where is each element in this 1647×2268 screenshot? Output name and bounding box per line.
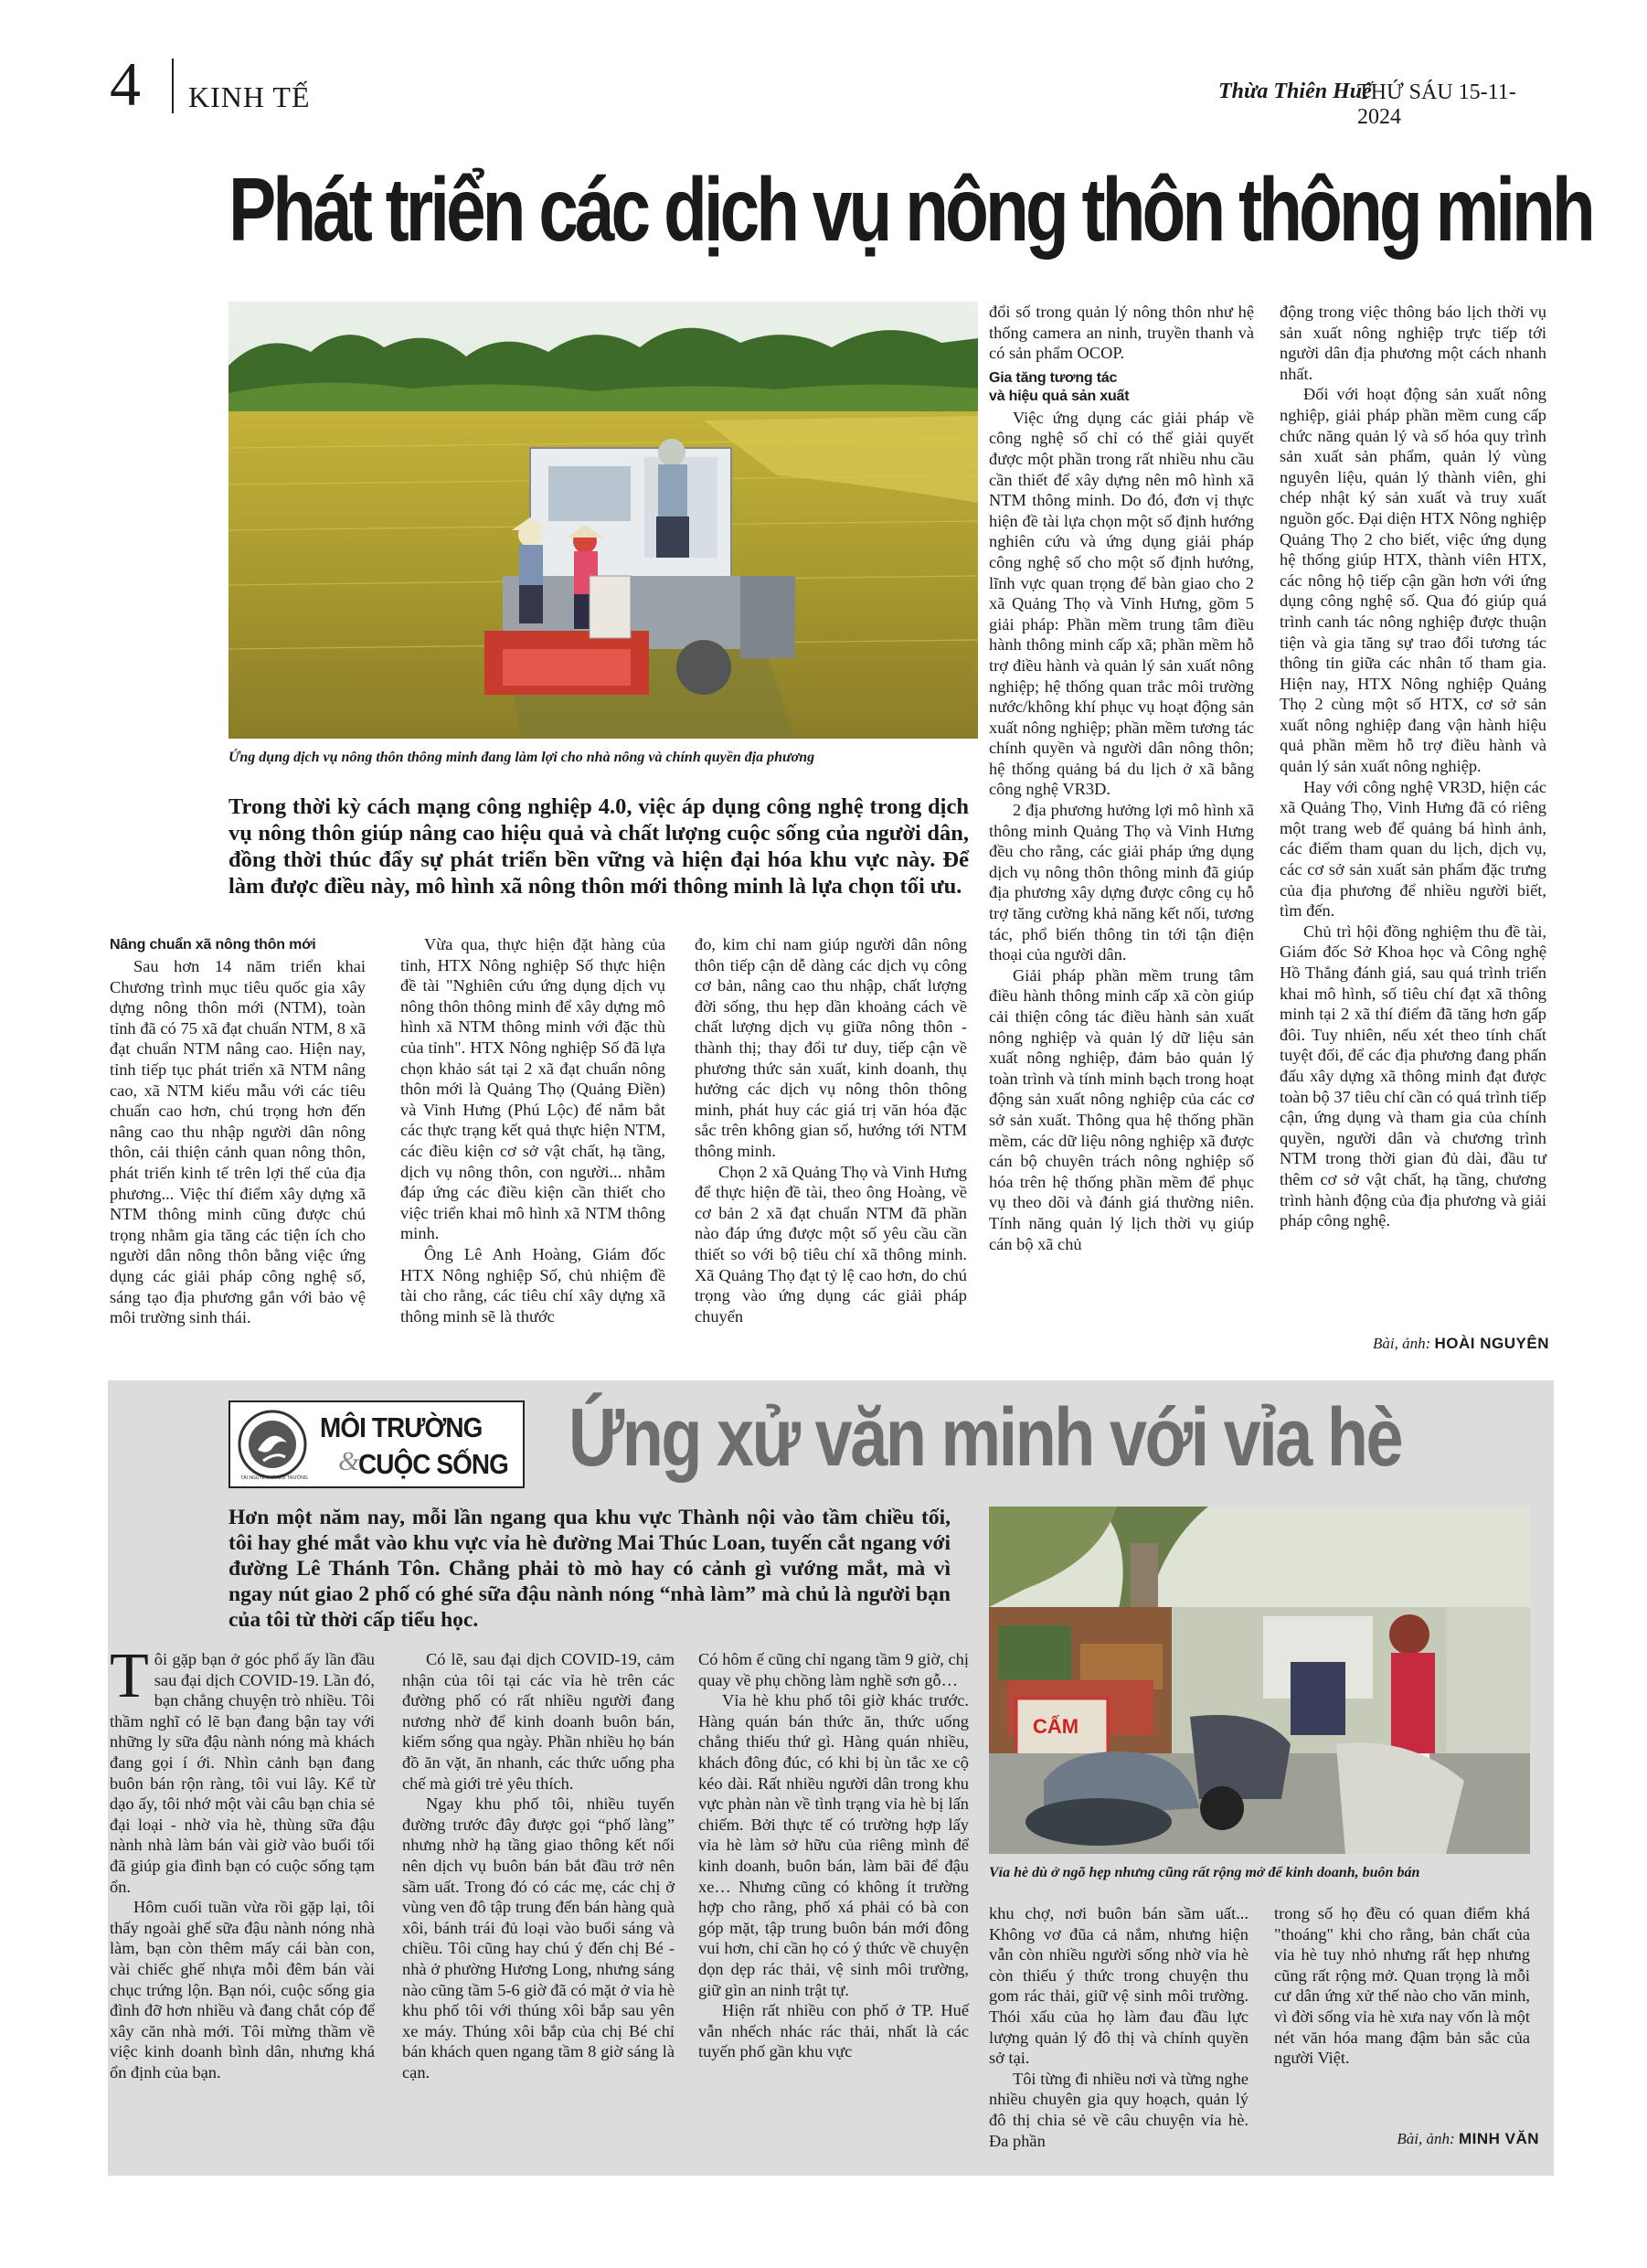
paragraph: Ông Lê Anh Hoàng, Giám đốc HTX Nông nghiệp Số, chủ nhiệm đề tài cho rằng, các tiêu chí xây dựng xã thông minh sẽ là thước: [400, 1244, 665, 1326]
paragraph: Hay với công nghệ VR3D, hiện các xã Quảng Thọ, Vinh Hưng đã có riêng một trang web để quảng bá hình ảnh, các điểm tham quan du lịch, dịch vụ, các cơ sở sản xuất sản phẩm đặc trưng của địa phương để nhiều người biết, tìm đến.: [1280, 777, 1546, 921]
sign-text: CẤM: [1033, 1715, 1079, 1738]
column-logo-line2: CUỘC SỐNG: [358, 1448, 508, 1480]
paragraph: Chọn 2 xã Quảng Thọ và Vinh Hưng để thực hiện đề tài, theo ông Hoàng, về cơ bản 2 xã đạt chuẩn NTM đã phần nào đáp ứng được một số yêu cầu cần thiết so với bộ tiêu chí xã thông minh. Xã Quảng Thọ đạt tỷ lệ cao hơn, do chú trọng vào ứng dụng các giải pháp chuyển: [695, 1162, 967, 1326]
byline-label: Bài, ảnh:: [1373, 1335, 1431, 1352]
section-name: KINH TẾ: [188, 80, 311, 113]
paragraph: đo, kim chỉ nam giúp người dân nông thôn tiếp cận dễ dàng các dịch vụ công cơ bản, nâng cao thu nhập, chất lượng đời sống, thu hẹp dần khoảng cách về chất lượng dịch vụ giữa nông thôn - thành thị; thay đổi tư duy, tiếp cận về phương thức sản xuất, kinh doanh, thụ hưởng các dịch vụ nông thôn thông minh, phát huy các giá trị văn hóa đặc sắc trên không gian số, hướng tới NTM thông minh.: [695, 935, 967, 1160]
paragraph: Tôi từng đi nhiều nơi và từng nghe nhiều chuyên gia quy hoạch, quản lý đô thị chia sẻ về câu chuyện vỉa hè. Đa phần: [989, 2069, 1249, 2150]
article2-byline: [1274, 2130, 1539, 2148]
paragraph-text: ôi gặp bạn ở góc phố ấy lần đầu sau đại dịch COVID-19. Lần đó, bạn chẳng chuyện trò nhiều. Tôi thầm nghĩ có lẽ bạn đang bận tay với những ly sữa đậu nành nóng mà khách đang gọi í ới. Nhìn cảnh bạn đang buôn bán rộn ràng, tôi vui lây. Kể từ dạo ấy, tôi nhớ một vài câu bạn chia sẻ đại loại - nhờ vỉa hè, thùng sữa đậu nành nhà làm bán vài giờ vào buổi tối đã giúp gia đình bạn có cuộc sống tạm ổn.: [110, 1650, 375, 1896]
byline-author: HOÀI NGUYÊN: [1434, 1335, 1549, 1352]
article2-headline: Ứng xử văn minh với vỉa hè: [568, 1392, 1402, 1484]
subhead-line: và hiệu quả sản xuất: [989, 388, 1130, 404]
byline-label: Bài, ảnh:: [1397, 2130, 1455, 2147]
article2-lead: Hơn một năm nay, mỗi lần ngang qua khu vực Thành nội vào tầm chiều tối, tôi hay ghé mắt vào khu vực vỉa hè đường Mai Thúc Loan, tuyến cắt ngang với đường Lê Thánh Tôn. Chẳng phải tò mò hay có cảnh gì vướng mắt, mà vì ngay nút giao 2 phố có ghé sữa đậu nành nóng “nhà làm” mà chủ là người bạn của tôi từ thời cấp tiểu học.: [228, 1506, 951, 1632]
paragraph: Vừa qua, thực hiện đặt hàng của tỉnh, HTX Nông nghiệp Số thực hiện đề tài "Nghiên cứu ứng dụng dịch vụ nông thôn thông minh để xây dựng mô hình xã NTM thông minh với đặc thù của tỉnh". HTX Nông nghiệp Số đã lựa chọn khảo sát tại 2 xã đạt chuẩn nông thôn mới là Quảng Thọ (Quảng Điền) và Vinh Hưng (Phú Lộc) để nắm bắt các thực trạng kết quả thực hiện NTM, các điều kiện cơ sở vật chất, hạ tầng, dịch vụ nông thôn, con người... nhằm đáp ứng các điều kiện cần thiết cho việc triển khai mô hình xã NTM thông minh.: [400, 935, 665, 1243]
paragraph: khu chợ, nơi buôn bán sầm uất... Không vơ đũa cả nắm, nhưng hiện vẫn còn nhiều người sống nhờ vỉa hè còn thiếu ý thức trong chuyện thu gom rác thải, giữ vệ sinh môi trường. Thói xấu của họ làm đau đầu lực lượng quản lý đô thị và chính quyền sở tại.: [989, 1904, 1249, 2068]
article2-column-2: [402, 1649, 675, 2082]
page-number: 4: [110, 49, 141, 119]
paragraph: Sau hơn 14 năm triển khai Chương trình mục tiêu quốc gia xây dựng nông thôn mới (NTM), toàn tỉnh đã có 75 xã đạt chuẩn NTM, 8 xã đạt chuẩn NTM nâng cao. Hiện nay, tỉnh tiếp tục phát triển xã NTM nâng cao, xã NTM kiểu mẫu với các tiêu chuẩn cao hơn, chú trọng hơn đến nâng cao thu nhập người dân nông thôn, cải thiện cảnh quan nông thôn, phát triển kinh tế trên lợi thế của địa phương... Việc thí điểm xây dựng xã NTM thông minh cũng được chú trọng nhằm gia tăng các tiện ích cho người dân nông thôn bằng việc ứng dụng các giải pháp công nghệ số, sáng tạo địa phương gắn với bảo vệ môi trường sinh thái.: [110, 957, 366, 1327]
column-logo-ring-text: TÀI NGUYÊN VÀ MÔI TRƯỜNG: [240, 1475, 308, 1481]
paragraph-first: [110, 1641, 375, 1897]
column-logo-line1: MÔI TRƯỜNG: [320, 1411, 483, 1443]
paragraph: 2 địa phương hưởng lợi mô hình xã thông minh Quảng Thọ và Vinh Hưng đều cho rằng, các giải pháp ứng dụng dịch vụ nông thôn thông minh đã giúp địa phương xây dựng được công cụ hỗ trợ tăng cường khả năng kết nối, tương tác, phổ biến thông tin tới tận điện thoại của người dân.: [989, 801, 1254, 964]
drop-cap: T: [110, 1641, 149, 1711]
paragraph: đổi số trong quản lý nông thôn như hệ thống camera an ninh, truyền thanh và có sản phẩm OCOP.: [989, 303, 1254, 363]
article1-column-3: [695, 934, 967, 1326]
article1-column-2: [400, 934, 665, 1326]
paragraph: Ngay khu phố tôi, nhiều tuyến đường trước đây được gọi “phố làng” nhưng nhờ hạ tầng giao thông kết nối nên dịch vụ buôn bán bắt đầu trở nên sầm uất. Trong đó có các mẹ, các chị ở vùng ven đô tập trung đến bán hàng quà xôi, bánh trái đủ loại vào buổi sáng và chiều. Tôi cũng hay chú ý đến chị Bé - nhà ở phường Hương Long, nhưng sáng nào cũng tầm 5-6 giờ đã có mặt ở vỉa hè khu phố tôi với thúng xôi bắp sau yên xe máy. Thúng xôi bắp của chị Bé chỉ bán khách quen ngang tầm 8 giờ sáng là cạn.: [402, 1794, 675, 2082]
article1-photo: [228, 302, 978, 739]
paragraph: Vỉa hè khu phố tôi giờ khác trước. Hàng quán bán thức ăn, thức uống chẳng thiếu thứ gì. Hàng quán nhiều, khách đông đúc, có khi bị ùn tắc xe cộ kéo dài. Rất nhiều người dân trong khu vực phàn nàn về tình trạng vỉa hè bị lấn chiếm. Bởi thực tế có trường hợp lấy vỉa hè làm sở hữu của riêng mình để kinh doanh, buôn bán, làm bãi để đậu xe… Nhưng cũng có không ít trường hợp cho rằng, phố xá phải có bà con góp mặt, tập trung buôn bán mới đông vui hơn, chỉ cần họ có ý thức về chuyện dọn dẹp rác thải, vệ sinh môi trường, giữ gìn an ninh trật tự.: [698, 1691, 969, 1999]
column-logo-amp: &: [338, 1446, 360, 1476]
article2-column-5: [1274, 1903, 1530, 2069]
paragraph: Hiện rất nhiều con phố ở TP. Huế vẫn nhếch nhác rác thải, nhất là các tuyến phố gần khu vực: [698, 2001, 969, 2061]
article2-photo: [989, 1507, 1530, 1854]
article2-column-3: [698, 1649, 969, 2062]
article1-column-1: [110, 936, 366, 1328]
article1-column-4: [989, 302, 1254, 1254]
byline-author: MINH VĂN: [1458, 2130, 1539, 2147]
paragraph: Đối với hoạt động sản xuất nông nghiệp, giải pháp phần mềm cung cấp chức năng quản lý và số hóa quy trình sản xuất sản phẩm, quản lý vùng nguyên liệu, quản lý thành viên, ghi chép nhật ký sản xuất và truy xuất nguồn gốc. Đại diện HTX Nông nghiệp Quảng Thọ 2 cho biết, việc ứng dụng hệ thống giúp HTX, thành viên HTX, các nông hộ tiếp cận gần hơn với ứng dụng công nghệ số. Qua đó giúp quá trình canh tác nông nghiệp được thuận tiện và gia tăng sự trao đổi tương tác thông tin giữa các nhân tố tham gia. Hiện nay, HTX Nông nghiệp Quảng Thọ 2 cùng một số HTX, cơ sở sản xuất nông nghiệp đang vận hành hiệu quả phần mềm hỗ trợ điều hành và quản lý sản xuất nông nghiệp.: [1280, 385, 1546, 776]
article1-subhead-1: Nâng chuẩn xã nông thôn mới: [110, 937, 316, 953]
paragraph: Giải pháp phần mềm trung tâm điều hành thông minh cấp xã còn giúp cải thiện công tác điều hành sản xuất nông nghiệp và quản lý dữ liệu sản xuất nông nghiệp, đảm bảo quản lý toàn trình và tính minh bạch trong hoạt động sản xuất nông nghiệp của các cơ sở sản xuất. Thông qua hệ thống phần mềm, các dữ liệu nông nghiệp xã được cán bộ chuyên trách nông nghiệp số hóa trên hệ thống phần mềm để phục vụ theo dõi và đánh giá thường niên. Tính năng quản lý lịch thời vụ giúp cán bộ xã chủ: [989, 965, 1254, 1253]
article1-byline: [1280, 1335, 1549, 1353]
environment-emblem-icon: [236, 1408, 309, 1481]
masthead-name: Thừa Thiên Huế: [1218, 80, 1372, 103]
page-header: [110, 49, 1556, 129]
paragraph: động trong việc thông báo lịch thời vụ sản xuất nông nghiệp trực tiếp tới người dân địa phương một cách nhanh nhất.: [1280, 303, 1546, 383]
article1-photo-caption: Ứng dụng dịch vụ nông thôn thông minh đang làm lợi cho nhà nông và chính quyền địa phương: [228, 750, 815, 765]
paragraph: Hôm cuối tuần vừa rồi gặp lại, tôi thấy ngoài ghế sữa đậu nành nóng nhà làm, bạn còn thêm mấy cái bàn con, vài chiếc ghế nhựa mỗi đêm bán vài chục trứng lộn. Bạn nói, cuộc sống gia đình đỡ hơn nhiều và đang chắt cóp để xây căn nhà mới. Tôi mừng thầm về việc kinh doanh bình dân, nhưng khá ổn định của bạn.: [110, 1898, 375, 2082]
issue-date: THỨ SÁU 15-11-2024: [1357, 80, 1516, 129]
article2-column-1: [110, 1641, 375, 2082]
article1-column-5: [1280, 302, 1546, 1231]
column-logo: [228, 1400, 525, 1488]
subhead-line: Gia tăng tương tác: [989, 369, 1118, 386]
paragraph: Có lẽ, sau đại dịch COVID-19, cảm nhận của tôi tại các vỉa hè trên các đường phố có rất nhiều người đang nương nhờ để kinh doanh buôn bán, kiếm sống qua ngày. Phần nhiều họ bán đồ ăn vặt, ăn nhanh, các thức uống pha chế mà giới trẻ yêu thích.: [402, 1650, 675, 1793]
article2-column-4: [989, 1903, 1249, 2151]
article2-photo-caption: Vỉa hè dù ở ngõ hẹp nhưng cũng rất rộng mở để kinh doanh, buôn bán: [989, 1865, 1420, 1880]
article1-subhead-2: [989, 369, 1254, 406]
paragraph: Việc ứng dụng các giải pháp về công nghệ số chỉ có thể giải quyết được một phần trong rất nhiều nhu cầu cần thiết để xây dựng nên mô hình xã NTM thông minh. Do đó, đơn vị thực hiện đề tài lựa chọn một số định hướng nghiên cứu và ứng dụng giải pháp công nghệ số cho một số định hướng, lĩnh vực quan trọng để bàn giao cho 2 xã Quảng Thọ và Vinh Hưng, gồm 5 giải pháp: Phần mềm trung tâm điều hành thông minh cấp xã; phần mềm hỗ trợ điều hành và quản lý sản xuất nông nghiệp; hệ thống quan trắc môi trường nước/không khí phục vụ hoạt động sản xuất nông nghiệp; phần mềm tương tác chính quyền và người dân nông thôn; hệ thống quảng bá du lịch ở xã bằng công nghệ VR3D.: [989, 408, 1254, 799]
paragraph: Có hôm ế cũng chỉ ngang tầm 9 giờ, chị quay về phụ chồng làm nghề sơn gỗ…: [698, 1650, 969, 1689]
paragraph: trong số họ đều có quan điểm khá "thoáng" khi cho rằng, bản chất của vỉa hè tuy nhỏ nhưng rất hẹp nhưng cũng rất rộng mở. Quan trọng là mỗi cư dân ứng xử thế nào cho văn minh, vì đời sống vỉa hè xưa nay vốn là một nét văn hóa mang đậm bản sắc của người Việt.: [1274, 1904, 1530, 2068]
header-divider: [172, 59, 174, 113]
article1-headline: Phát triển các dịch vụ nông thôn thông minh: [228, 159, 1592, 260]
article1-lead: Trong thời kỳ cách mạng công nghiệp 4.0, việc áp dụng công nghệ trong dịch vụ nông thôn giúp nâng cao hiệu quả và chất lượng cuộc sống của người dân, đồng thời thúc đẩy sự phát triển bền vững và hiện đại hóa khu vực này. Để làm được điều này, mô hình xã nông thôn mới thông minh là lựa chọn tối ưu.: [228, 794, 969, 899]
paragraph: Chủ trì hội đồng nghiệm thu đề tài, Giám đốc Sở Khoa học và Công nghệ Hồ Thắng đánh giá, sau quá trình triển khai mô hình, số tiêu chí đạt xã thông minh tại 2 xã thí điểm đã tăng hơn gấp đôi. Tuy nhiên, nếu xét theo tính chất tuyệt đối, để các địa phương đang phấn đấu xây dựng xã thông minh đạt được toàn bộ 37 tiêu chí cần có quá trình tiếp cận, ứng dụng và tham gia của chính quyền, người dân và chương trình NTM trong thời gian đủ dài, đầu tư thêm cơ sở vật chất, hạ tầng, chương trình hành động của địa phương và giải pháp công nghệ.: [1280, 921, 1546, 1230]
